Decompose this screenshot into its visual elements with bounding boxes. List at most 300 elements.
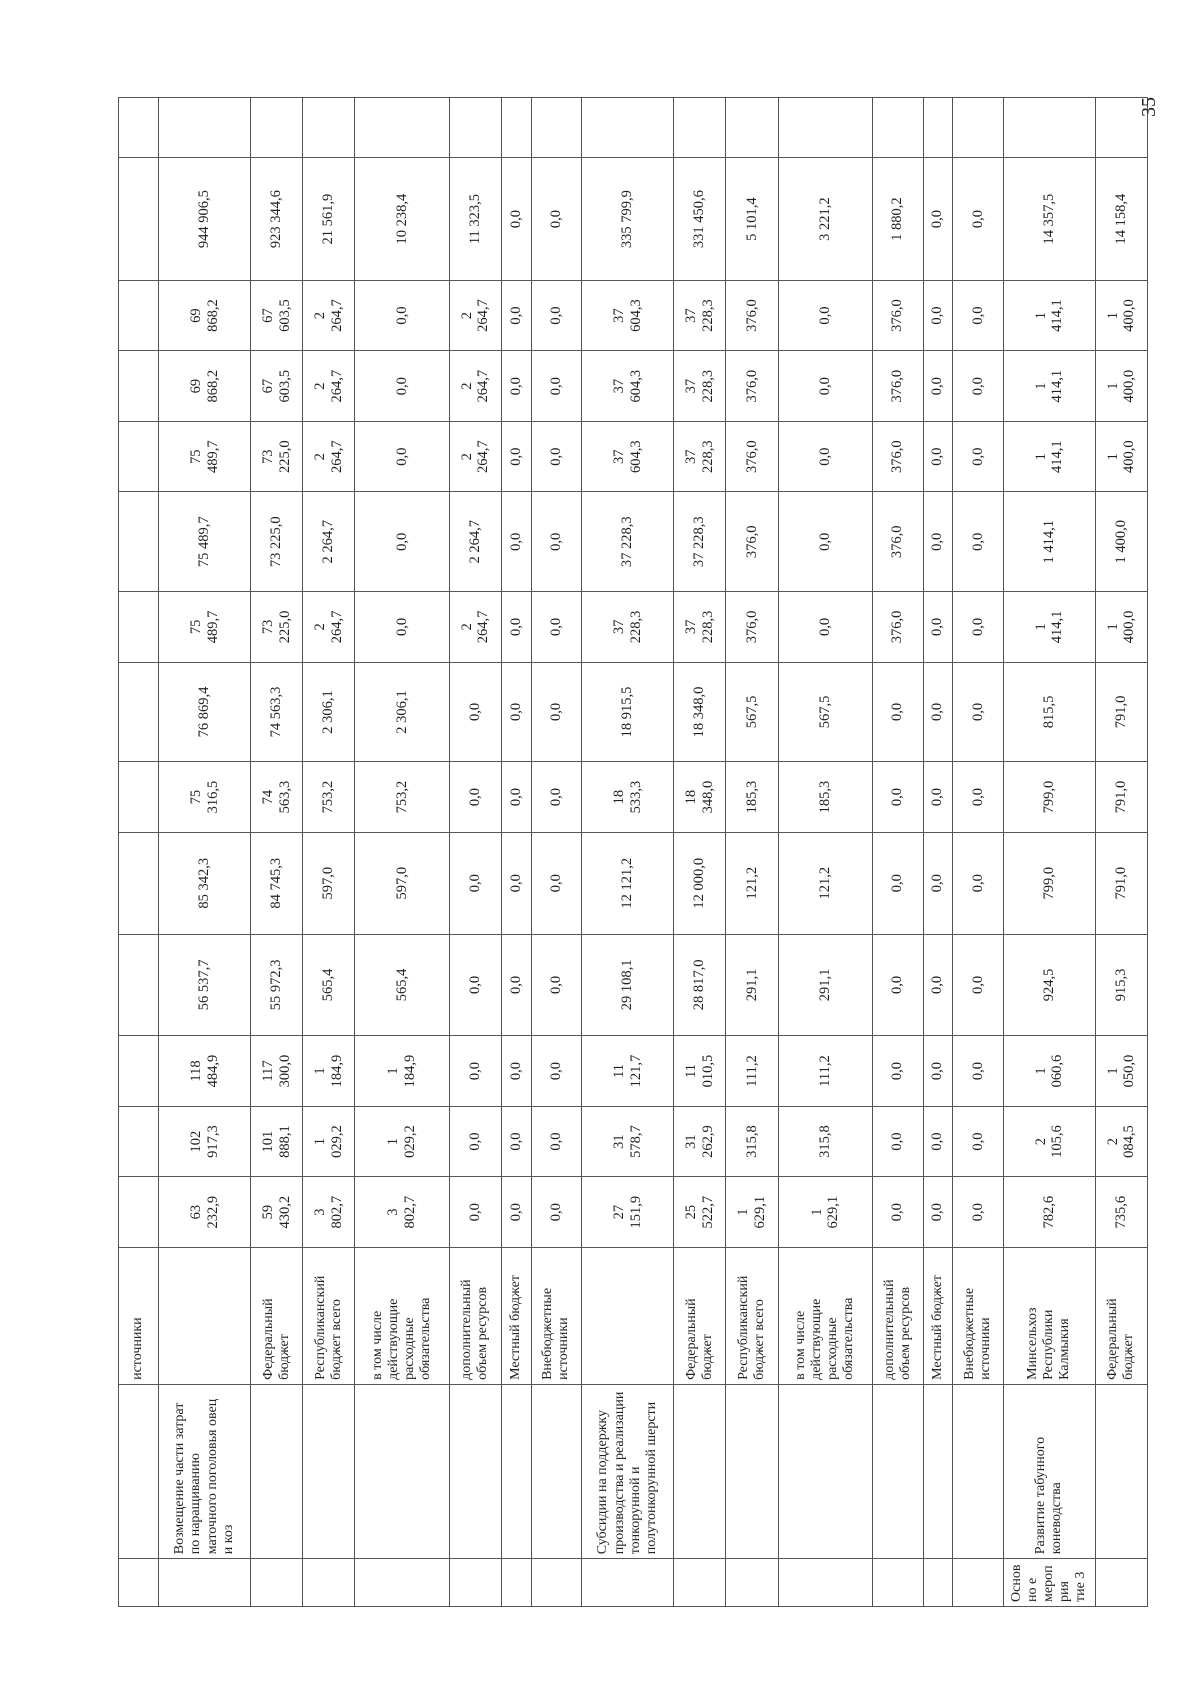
value-cell <box>119 662 159 762</box>
measure-cell <box>923 1559 953 1607</box>
value-cell <box>674 98 726 158</box>
value-cell: 18 915,5 <box>582 662 674 762</box>
table-row <box>355 98 449 1607</box>
value-cell: 75 316,5 <box>159 762 251 833</box>
value-cell: 18 533,3 <box>582 762 674 833</box>
value-cell: 0,0 <box>449 762 501 833</box>
value-cell: 3 221,2 <box>778 158 872 280</box>
value-cell: 0,0 <box>872 1036 923 1107</box>
source-cell: в том числе действующие расходные обязательства <box>355 1247 449 1384</box>
value-cell: 2 264,7 <box>449 280 501 351</box>
table-row <box>159 98 251 1607</box>
value-cell: 0,0 <box>953 351 1004 422</box>
table-row <box>923 98 953 1607</box>
value-cell: 18 348,0 <box>674 762 726 833</box>
value-cell: 0,0 <box>531 1177 582 1248</box>
value-cell: 376,0 <box>872 492 923 592</box>
source-cell: Внебюджетные источники <box>531 1247 582 1384</box>
value-cell <box>355 98 449 158</box>
value-cell: 567,5 <box>778 662 872 762</box>
value-cell: 12 000,0 <box>674 832 726 934</box>
value-cell: 1 629,1 <box>778 1177 872 1248</box>
value-cell: 0,0 <box>953 492 1004 592</box>
value-cell: 27 151,9 <box>582 1177 674 1248</box>
value-cell: 2 105,6 <box>1003 1106 1095 1177</box>
measure-cell <box>872 1559 923 1607</box>
value-cell: 73 225,0 <box>251 421 303 492</box>
value-cell: 0,0 <box>449 662 501 762</box>
value-cell <box>923 98 953 158</box>
program-name-cell <box>449 1384 501 1558</box>
value-cell <box>119 492 159 592</box>
value-cell: 0,0 <box>355 280 449 351</box>
value-cell: 0,0 <box>953 762 1004 833</box>
value-cell: 567,5 <box>726 662 778 762</box>
value-cell: 0,0 <box>872 832 923 934</box>
program-name-cell <box>251 1384 303 1558</box>
value-cell: 21 561,9 <box>303 158 355 280</box>
value-cell: 1 629,1 <box>726 1177 778 1248</box>
value-cell: 29 108,1 <box>582 934 674 1036</box>
value-cell: 565,4 <box>303 934 355 1036</box>
program-name-cell: Возмещение части затрат по наращиванию маточного поголовья овец и коз <box>159 1384 251 1558</box>
value-cell <box>502 98 532 158</box>
value-cell: 0,0 <box>531 280 582 351</box>
value-cell <box>531 98 582 158</box>
value-cell: 0,0 <box>502 492 532 592</box>
value-cell: 0,0 <box>923 1177 953 1248</box>
value-cell <box>119 934 159 1036</box>
value-cell: 69 868,2 <box>159 351 251 422</box>
value-cell: 0,0 <box>449 1177 501 1248</box>
value-cell: 799,0 <box>1003 832 1095 934</box>
value-cell: 0,0 <box>953 421 1004 492</box>
value-cell: 376,0 <box>872 351 923 422</box>
table-row <box>674 98 726 1607</box>
value-cell: 0,0 <box>502 1177 532 1248</box>
value-cell: 1 414,1 <box>1003 421 1095 492</box>
value-cell: 915,3 <box>1095 934 1147 1036</box>
program-name-cell <box>726 1384 778 1558</box>
value-cell: 2 264,7 <box>303 351 355 422</box>
value-cell: 815,5 <box>1003 662 1095 762</box>
value-cell: 782,6 <box>1003 1177 1095 1248</box>
value-cell <box>119 832 159 934</box>
value-cell: 0,0 <box>953 934 1004 1036</box>
value-cell: 56 537,7 <box>159 934 251 1036</box>
value-cell: 185,3 <box>778 762 872 833</box>
value-cell: 376,0 <box>726 592 778 663</box>
value-cell: 0,0 <box>953 158 1004 280</box>
value-cell: 335 799,9 <box>582 158 674 280</box>
value-cell: 0,0 <box>355 351 449 422</box>
value-cell: 111,2 <box>778 1036 872 1107</box>
value-cell: 25 522,7 <box>674 1177 726 1248</box>
value-cell: 73 225,0 <box>251 492 303 592</box>
value-cell: 0,0 <box>502 662 532 762</box>
measure-cell <box>159 1559 251 1607</box>
value-cell: 315,8 <box>778 1106 872 1177</box>
program-name-cell <box>531 1384 582 1558</box>
source-cell <box>159 1247 251 1384</box>
value-cell: 37 228,3 <box>582 492 674 592</box>
value-cell: 31 578,7 <box>582 1106 674 1177</box>
value-cell: 0,0 <box>502 934 532 1036</box>
value-cell: 331 450,6 <box>674 158 726 280</box>
value-cell: 121,2 <box>778 832 872 934</box>
value-cell: 0,0 <box>531 421 582 492</box>
value-cell <box>119 158 159 280</box>
source-cell: в том числе действующие расходные обязательства <box>778 1247 872 1384</box>
value-cell: 2 306,1 <box>303 662 355 762</box>
program-name-cell <box>923 1384 953 1558</box>
value-cell: 0,0 <box>923 1036 953 1107</box>
source-cell: Республиканский бюджет всего <box>726 1247 778 1384</box>
value-cell <box>778 98 872 158</box>
value-cell: 791,0 <box>1095 662 1147 762</box>
source-cell: Республиканский бюджет всего <box>303 1247 355 1384</box>
value-cell: 376,0 <box>872 280 923 351</box>
value-cell: 12 121,2 <box>582 832 674 934</box>
value-cell: 753,2 <box>303 762 355 833</box>
table-row <box>778 98 872 1607</box>
value-cell: 37 604,3 <box>582 421 674 492</box>
table-row <box>1095 98 1147 1607</box>
value-cell: 31 262,9 <box>674 1106 726 1177</box>
value-cell: 28 817,0 <box>674 934 726 1036</box>
program-name-cell <box>778 1384 872 1558</box>
table-row <box>303 98 355 1607</box>
value-cell: 3 802,7 <box>303 1177 355 1248</box>
value-cell: 69 868,2 <box>159 280 251 351</box>
value-cell: 753,2 <box>355 762 449 833</box>
value-cell: 37 228,3 <box>674 421 726 492</box>
value-cell: 1 400,0 <box>1095 280 1147 351</box>
value-cell: 0,0 <box>502 1106 532 1177</box>
measure-cell <box>778 1559 872 1607</box>
value-cell: 37 228,3 <box>674 280 726 351</box>
source-cell: дополнительный объем ресурсов <box>449 1247 501 1384</box>
value-cell: 1 880,2 <box>872 158 923 280</box>
value-cell: 2 264,7 <box>303 592 355 663</box>
value-cell <box>303 98 355 158</box>
value-cell: 0,0 <box>355 592 449 663</box>
value-cell: 0,0 <box>531 1106 582 1177</box>
value-cell: 315,8 <box>726 1106 778 1177</box>
source-cell: дополнительный объем ресурсов <box>872 1247 923 1384</box>
value-cell: 0,0 <box>953 280 1004 351</box>
table-row <box>726 98 778 1607</box>
value-cell <box>119 351 159 422</box>
value-cell: 11 121,7 <box>582 1036 674 1107</box>
value-cell: 0,0 <box>531 592 582 663</box>
value-cell: 923 344,6 <box>251 158 303 280</box>
value-cell: 0,0 <box>923 280 953 351</box>
table-header-row <box>119 98 159 1607</box>
value-cell: 10 238,4 <box>355 158 449 280</box>
value-cell: 565,4 <box>355 934 449 1036</box>
measure-cell <box>502 1559 532 1607</box>
value-cell: 0,0 <box>923 832 953 934</box>
value-cell: 1 414,1 <box>1003 592 1095 663</box>
value-cell: 0,0 <box>531 662 582 762</box>
value-cell: 597,0 <box>303 832 355 934</box>
value-cell: 376,0 <box>872 592 923 663</box>
value-cell <box>953 98 1004 158</box>
source-cell: Федеральный бюджет <box>251 1247 303 1384</box>
value-cell: 0,0 <box>872 934 923 1036</box>
value-cell: 0,0 <box>502 351 532 422</box>
value-cell <box>119 1106 159 1177</box>
measure-cell <box>449 1559 501 1607</box>
value-cell: 75 489,7 <box>159 592 251 663</box>
value-cell: 101 888,1 <box>251 1106 303 1177</box>
table-row <box>449 98 501 1607</box>
measure-cell <box>582 1559 674 1607</box>
value-cell: 0,0 <box>531 832 582 934</box>
value-cell: 75 489,7 <box>159 421 251 492</box>
program-name-cell <box>355 1384 449 1558</box>
value-cell: 2 264,7 <box>449 421 501 492</box>
measure-cell: Основно е мероприя тие 3 <box>1003 1559 1095 1607</box>
value-cell: 0,0 <box>355 421 449 492</box>
value-cell: 121,2 <box>726 832 778 934</box>
value-cell: 75 489,7 <box>159 492 251 592</box>
value-cell: 0,0 <box>923 351 953 422</box>
value-cell: 1 400,0 <box>1095 592 1147 663</box>
value-cell: 118 484,9 <box>159 1036 251 1107</box>
source-cell: Местный бюджет <box>502 1247 532 1384</box>
value-cell: 0,0 <box>355 492 449 592</box>
value-cell <box>1003 98 1095 158</box>
program-name-cell <box>119 1384 159 1558</box>
value-cell: 0,0 <box>953 1036 1004 1107</box>
value-cell: 1 050,0 <box>1095 1036 1147 1107</box>
table-row <box>582 98 674 1607</box>
measure-cell <box>355 1559 449 1607</box>
source-cell: Местный бюджет <box>923 1247 953 1384</box>
value-cell: 1 060,6 <box>1003 1036 1095 1107</box>
source-cell: Федеральный бюджет <box>1095 1247 1147 1384</box>
value-cell: 0,0 <box>502 762 532 833</box>
value-cell: 0,0 <box>923 492 953 592</box>
value-cell: 0,0 <box>923 662 953 762</box>
value-cell: 1 184,9 <box>303 1036 355 1107</box>
value-cell: 1 184,9 <box>355 1036 449 1107</box>
value-cell: 74 563,3 <box>251 762 303 833</box>
value-cell: 0,0 <box>778 592 872 663</box>
value-cell: 376,0 <box>726 421 778 492</box>
measure-cell <box>726 1559 778 1607</box>
value-cell: 74 563,3 <box>251 662 303 762</box>
value-cell <box>119 98 159 158</box>
source-cell: источники <box>119 1247 159 1384</box>
value-cell: 63 232,9 <box>159 1177 251 1248</box>
value-cell: 0,0 <box>872 1106 923 1177</box>
value-cell: 111,2 <box>726 1036 778 1107</box>
value-cell: 59 430,2 <box>251 1177 303 1248</box>
source-cell <box>582 1247 674 1384</box>
value-cell: 37 604,3 <box>582 351 674 422</box>
value-cell: 1 029,2 <box>355 1106 449 1177</box>
value-cell: 37 228,3 <box>674 592 726 663</box>
source-cell: Внебюджетные источники <box>953 1247 1004 1384</box>
value-cell: 0,0 <box>953 1177 1004 1248</box>
value-cell: 597,0 <box>355 832 449 934</box>
value-cell: 291,1 <box>778 934 872 1036</box>
value-cell: 37 228,3 <box>674 492 726 592</box>
value-cell <box>449 98 501 158</box>
value-cell: 376,0 <box>872 421 923 492</box>
value-cell: 1 414,1 <box>1003 492 1095 592</box>
value-cell: 76 869,4 <box>159 662 251 762</box>
value-cell: 67 603,5 <box>251 351 303 422</box>
value-cell: 0,0 <box>923 421 953 492</box>
table-row <box>953 98 1004 1607</box>
value-cell: 735,6 <box>1095 1177 1147 1248</box>
value-cell: 0,0 <box>502 280 532 351</box>
value-cell <box>119 1036 159 1107</box>
value-cell <box>582 98 674 158</box>
value-cell: 0,0 <box>449 832 501 934</box>
value-cell <box>159 98 251 158</box>
value-cell: 0,0 <box>778 351 872 422</box>
table-row <box>251 98 303 1607</box>
table-row <box>1003 98 1095 1607</box>
value-cell: 799,0 <box>1003 762 1095 833</box>
value-cell: 924,5 <box>1003 934 1095 1036</box>
value-cell: 0,0 <box>923 934 953 1036</box>
value-cell: 0,0 <box>953 662 1004 762</box>
value-cell: 791,0 <box>1095 762 1147 833</box>
value-cell: 0,0 <box>531 158 582 280</box>
value-cell: 2 264,7 <box>449 351 501 422</box>
value-cell: 37 228,3 <box>582 592 674 663</box>
value-cell: 0,0 <box>778 492 872 592</box>
value-cell: 102 917,3 <box>159 1106 251 1177</box>
measure-cell <box>251 1559 303 1607</box>
value-cell <box>119 762 159 833</box>
value-cell: 376,0 <box>726 351 778 422</box>
table-row <box>872 98 923 1607</box>
value-cell: 73 225,0 <box>251 592 303 663</box>
value-cell: 0,0 <box>923 762 953 833</box>
value-cell: 85 342,3 <box>159 832 251 934</box>
measure-cell <box>303 1559 355 1607</box>
value-cell: 0,0 <box>923 158 953 280</box>
program-name-cell <box>674 1384 726 1558</box>
value-cell <box>119 592 159 663</box>
program-name-cell <box>1095 1384 1147 1558</box>
value-cell: 2 264,7 <box>449 592 501 663</box>
value-cell: 0,0 <box>531 492 582 592</box>
value-cell: 376,0 <box>726 280 778 351</box>
source-cell: Минсельхоз Республики Калмыкия <box>1003 1247 1095 1384</box>
value-cell: 0,0 <box>923 1106 953 1177</box>
value-cell: 0,0 <box>778 421 872 492</box>
value-cell: 0,0 <box>449 934 501 1036</box>
value-cell: 0,0 <box>953 592 1004 663</box>
value-cell: 2 084,5 <box>1095 1106 1147 1177</box>
value-cell: 18 348,0 <box>674 662 726 762</box>
value-cell: 37 228,3 <box>674 351 726 422</box>
value-cell: 0,0 <box>953 832 1004 934</box>
value-cell: 37 604,3 <box>582 280 674 351</box>
value-cell: 2 264,7 <box>303 492 355 592</box>
value-cell: 117 300,0 <box>251 1036 303 1107</box>
value-cell: 67 603,5 <box>251 280 303 351</box>
value-cell: 0,0 <box>953 1106 1004 1177</box>
budget-table <box>118 97 1148 1607</box>
value-cell: 0,0 <box>778 280 872 351</box>
value-cell: 55 972,3 <box>251 934 303 1036</box>
value-cell: 0,0 <box>449 1106 501 1177</box>
measure-cell <box>1095 1559 1147 1607</box>
value-cell <box>119 421 159 492</box>
value-cell: 791,0 <box>1095 832 1147 934</box>
value-cell <box>251 98 303 158</box>
value-cell: 0,0 <box>502 592 532 663</box>
value-cell: 1 400,0 <box>1095 421 1147 492</box>
program-name-cell: Субсидии на поддержку производства и реализации тонкорунной и полутонкорунной шерсти <box>582 1384 674 1558</box>
value-cell <box>726 98 778 158</box>
value-cell: 5 101,4 <box>726 158 778 280</box>
value-cell: 84 745,3 <box>251 832 303 934</box>
measure-cell <box>674 1559 726 1607</box>
program-name-cell <box>953 1384 1004 1558</box>
value-cell: 11 010,5 <box>674 1036 726 1107</box>
value-cell: 0,0 <box>502 421 532 492</box>
table-row <box>531 98 582 1607</box>
program-name-cell: Развитие табунного коневодства <box>1003 1384 1095 1558</box>
measure-cell <box>119 1559 159 1607</box>
value-cell: 2 306,1 <box>355 662 449 762</box>
value-cell: 0,0 <box>923 592 953 663</box>
value-cell: 0,0 <box>449 1036 501 1107</box>
value-cell <box>119 1177 159 1248</box>
value-cell: 0,0 <box>502 1036 532 1107</box>
source-cell: Федеральный бюджет <box>674 1247 726 1384</box>
value-cell: 0,0 <box>872 762 923 833</box>
program-name-cell <box>872 1384 923 1558</box>
value-cell: 376,0 <box>726 492 778 592</box>
value-cell <box>119 280 159 351</box>
value-cell: 0,0 <box>531 1036 582 1107</box>
value-cell: 1 400,0 <box>1095 351 1147 422</box>
value-cell: 2 264,7 <box>303 280 355 351</box>
value-cell <box>872 98 923 158</box>
value-cell: 1 400,0 <box>1095 492 1147 592</box>
value-cell: 0,0 <box>502 832 532 934</box>
value-cell: 2 264,7 <box>449 492 501 592</box>
value-cell: 0,0 <box>531 351 582 422</box>
value-cell: 0,0 <box>531 934 582 1036</box>
value-cell: 1 414,1 <box>1003 351 1095 422</box>
value-cell: 2 264,7 <box>303 421 355 492</box>
value-cell: 1 414,1 <box>1003 280 1095 351</box>
value-cell: 944 906,5 <box>159 158 251 280</box>
page-number: 35 <box>1138 97 1160 117</box>
measure-cell <box>953 1559 1004 1607</box>
value-cell: 291,1 <box>726 934 778 1036</box>
program-name-cell <box>303 1384 355 1558</box>
value-cell: 11 323,5 <box>449 158 501 280</box>
value-cell: 14 357,5 <box>1003 158 1095 280</box>
measure-cell <box>531 1559 582 1607</box>
value-cell: 3 802,7 <box>355 1177 449 1248</box>
value-cell: 14 158,4 <box>1095 158 1147 280</box>
program-name-cell <box>502 1384 532 1558</box>
